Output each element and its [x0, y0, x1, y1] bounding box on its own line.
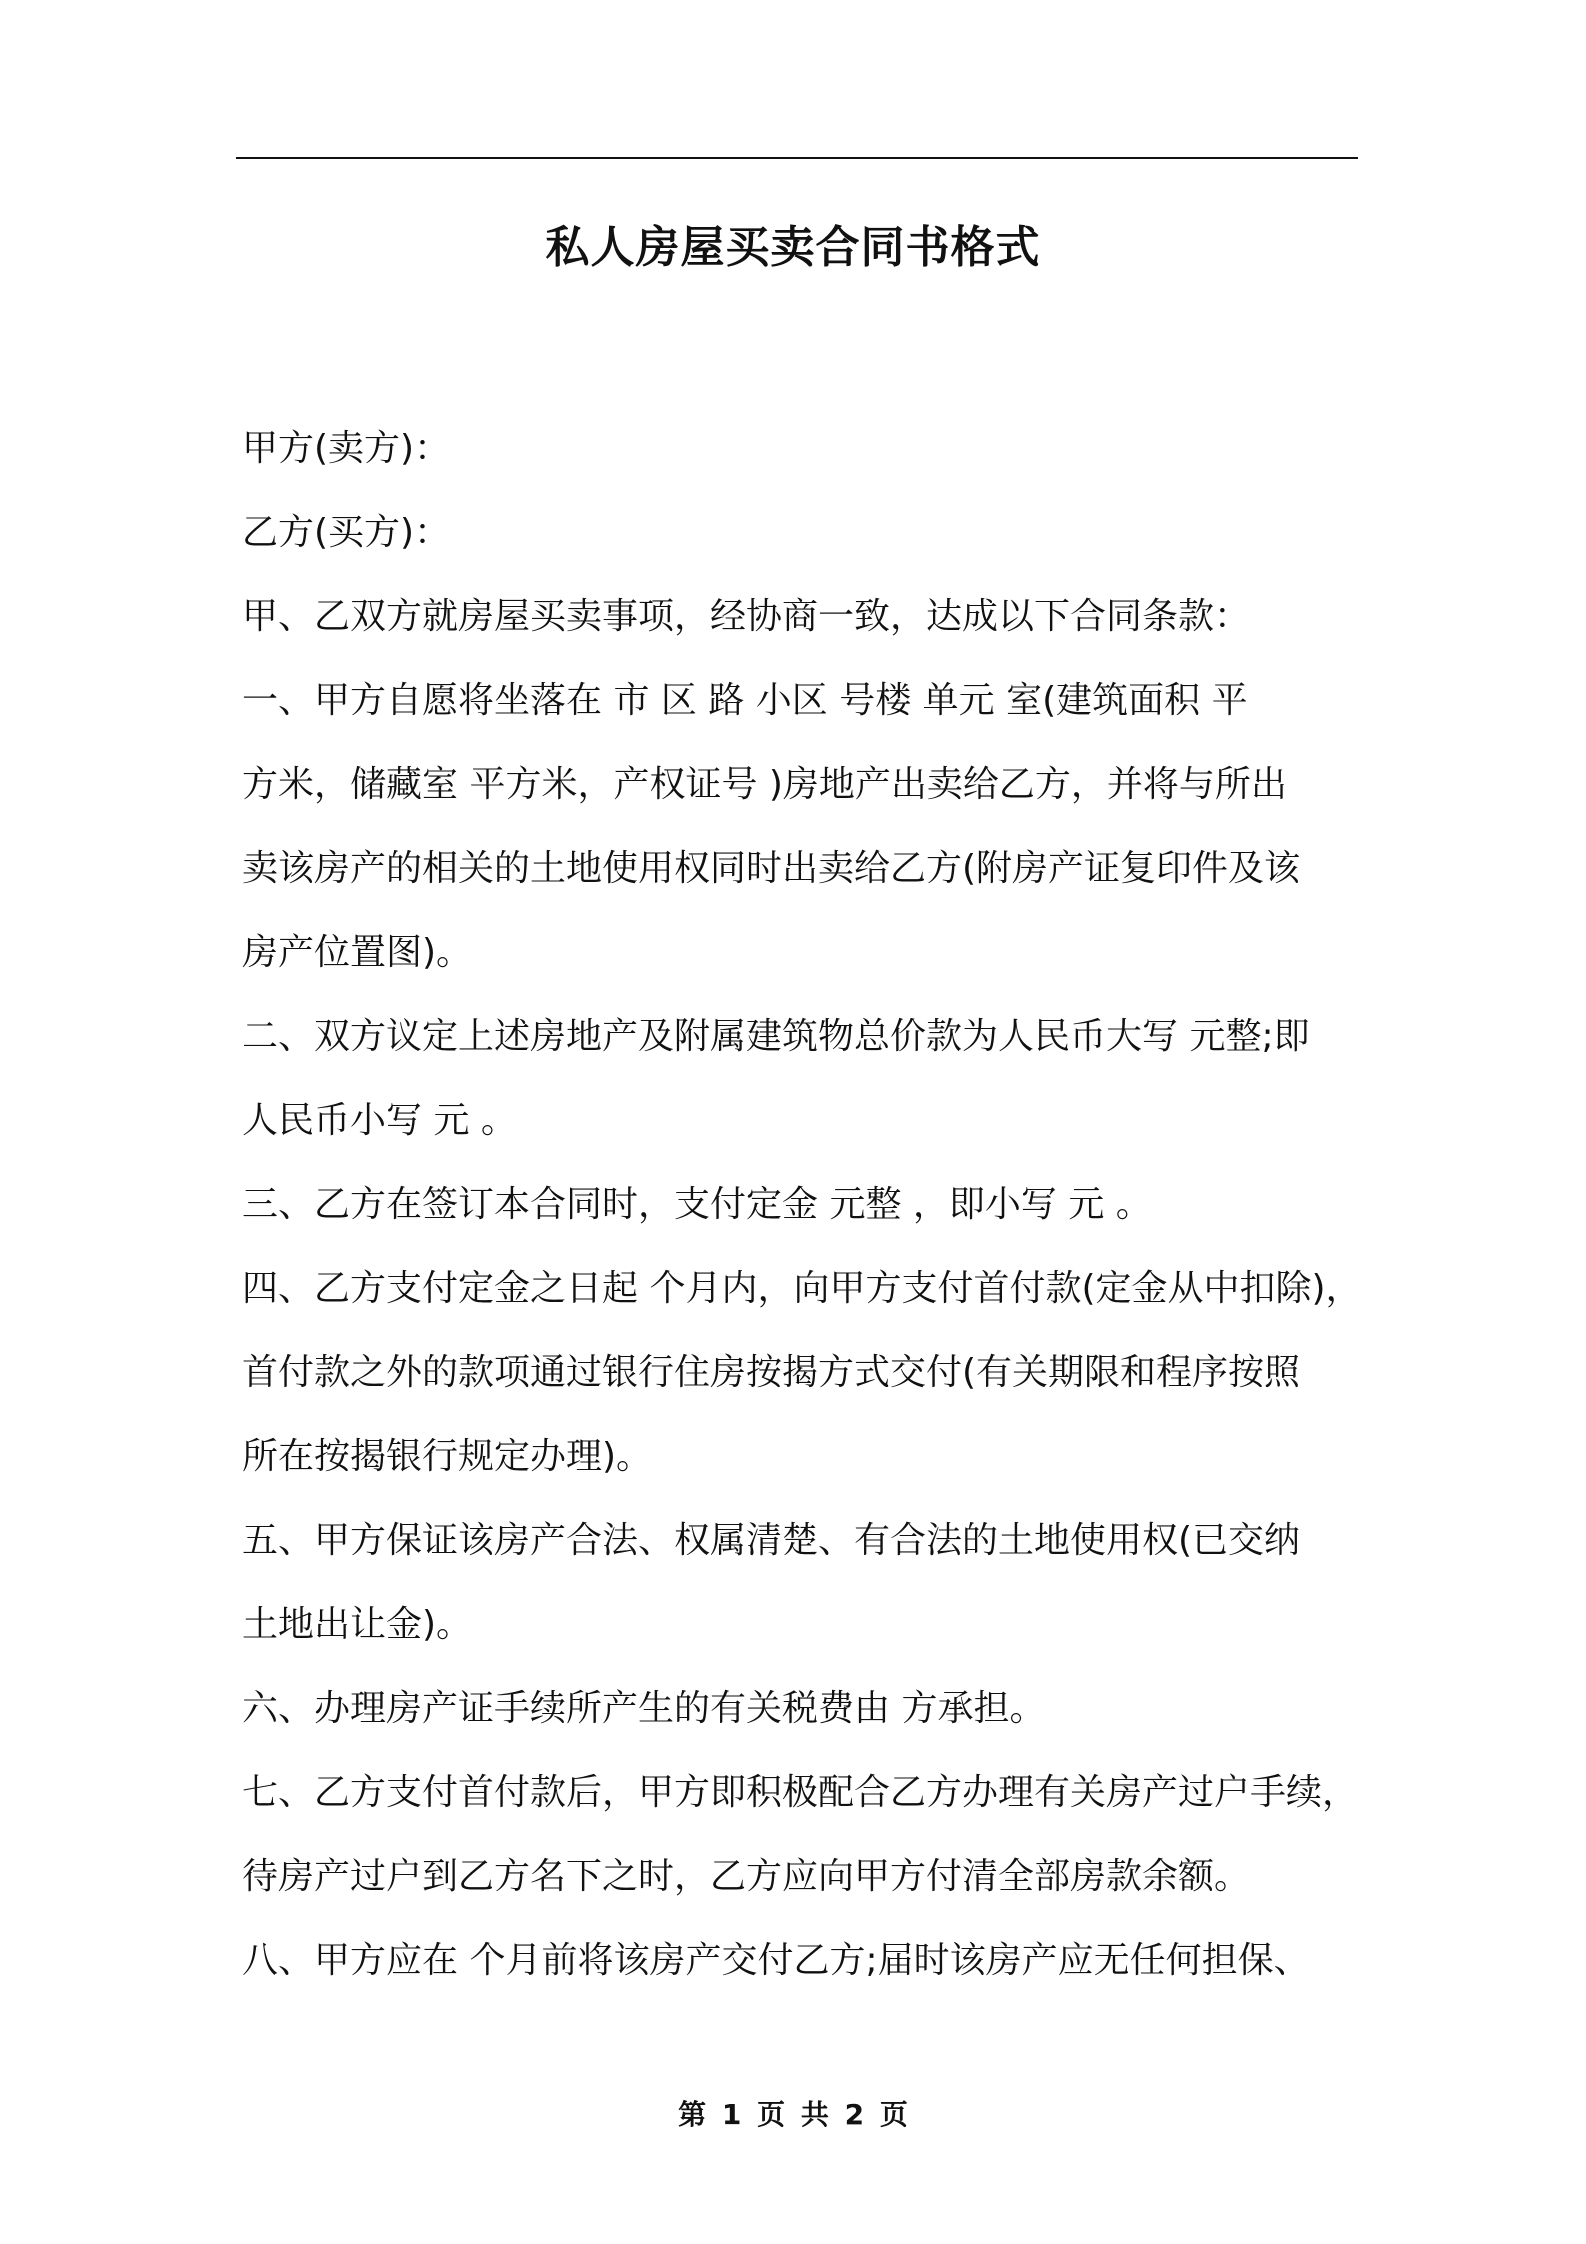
clause-6: [242, 1667, 1362, 1751]
text-line: 人民币小写 元 。: [242, 1100, 517, 1141]
clause-4: [242, 1247, 1362, 1499]
text-line: 三、乙方在签订本合同时，支付定金 元整 ，即小写 元 。: [242, 1184, 1152, 1225]
clause-3: [242, 1163, 1362, 1247]
text-line: 五、甲方保证该房产合法、权属清楚、有合法的土地使用权(已交纳: [242, 1520, 1301, 1561]
document-title: 私人房屋买卖合同书格式: [545, 222, 1041, 273]
document-body: [242, 407, 1362, 2003]
text-line: 卖该房产的相关的土地使用权同时出卖给乙方(附房产证复印件及该: [242, 848, 1301, 889]
text-line: 一、甲方自愿将坐落在 市 区 路 小区 号楼 单元 室(建筑面积 平: [242, 680, 1248, 721]
text-line: 六、办理房产证手续所产生的有关税费由 方承担。: [242, 1688, 1046, 1729]
text-line: 四、乙方支付定金之日起 个月内，向甲方支付首付款(定金从中扣除)，: [242, 1268, 1362, 1309]
text-line: 土地出让金)。: [242, 1604, 473, 1645]
text-line: 乙方(买方)：: [242, 512, 451, 553]
clause-7: [242, 1751, 1362, 1919]
party-a-line: [242, 407, 1362, 491]
clause-2: [242, 995, 1362, 1163]
page-number-footer: 第 1 页 共 2 页: [678, 2098, 908, 2131]
clause-5: [242, 1499, 1362, 1667]
text-line: 方米，储藏室 平方米，产权证号 )房地产出卖给乙方，并将与所出: [242, 764, 1287, 805]
text-line: 待房产过户到乙方名下之时，乙方应向甲方付清全部房款余额。: [242, 1856, 1251, 1897]
clause-8: [242, 1919, 1362, 2003]
text-line: 甲、乙双方就房屋买卖事项，经协商一致，达成以下合同条款：: [242, 596, 1251, 637]
clause-1: [242, 659, 1362, 995]
preamble: [242, 575, 1362, 659]
text-line: 八、甲方应在 个月前将该房产交付乙方;届时该房产应无任何担保、: [242, 1940, 1310, 1981]
text-line: 房产位置图)。: [242, 932, 473, 973]
text-line: 二、双方议定上述房地产及附属建筑物总价款为人民币大写 元整;即: [242, 1016, 1310, 1057]
party-b-line: [242, 491, 1362, 575]
text-line: 七、乙方支付首付款后，甲方即积极配合乙方办理有关房产过户手续，: [242, 1772, 1359, 1813]
text-line: 所在按揭银行规定办理)。: [242, 1436, 653, 1477]
text-line: 甲方(卖方)：: [242, 428, 451, 469]
header-rule: [236, 157, 1358, 159]
text-line: 首付款之外的款项通过银行住房按揭方式交付(有关期限和程序按照: [242, 1352, 1301, 1393]
